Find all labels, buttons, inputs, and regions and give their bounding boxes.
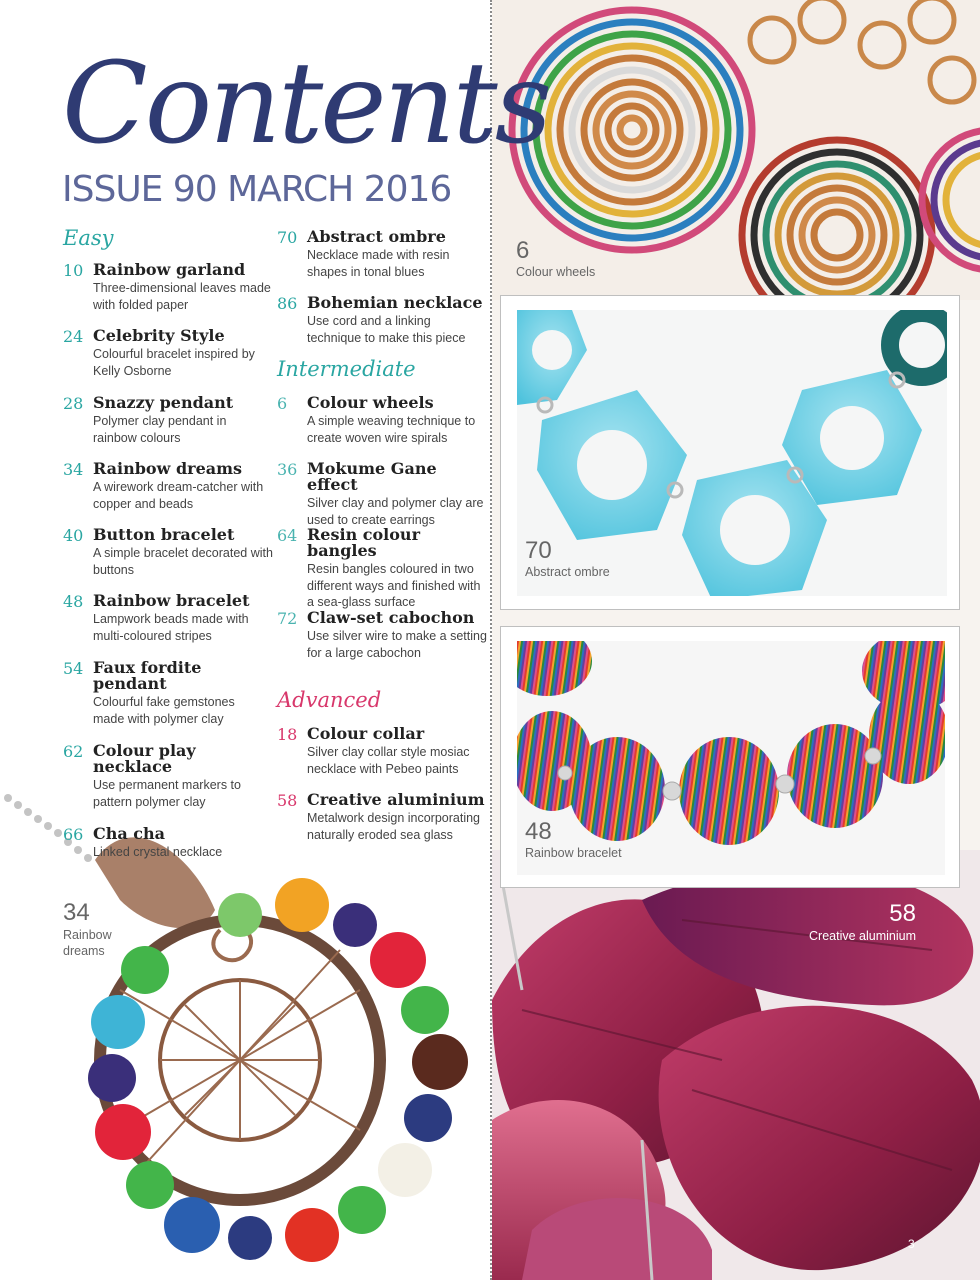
section-heading-easy: Easy [63, 226, 114, 250]
photo-caption: Creative aluminium [809, 929, 916, 943]
entry-description: Colourful fake gemstones made with polymer clay [93, 695, 235, 726]
entry-title: Snazzy pendant [93, 393, 234, 412]
entry-description: Use cord and a linking technique to make this piece [307, 314, 466, 345]
entry-page-number: 86 [277, 294, 298, 313]
entry-page-number: 48 [63, 592, 84, 611]
abstract-ombre-photo [517, 310, 947, 596]
entry-description: Necklace made with resin shapes in tonal blues [307, 248, 450, 279]
entry-title: Claw-set cabochon [307, 608, 475, 627]
entry-title: Celebrity Style [93, 326, 225, 345]
contents-entry[interactable] [63, 743, 263, 810]
entry-title: Bohemian necklace [307, 293, 483, 312]
entry-description: A simple weaving technique to create woven wire spirals [307, 414, 476, 445]
photo-page-number: 6 [516, 237, 530, 264]
photo-caption: Abstract ombre [525, 565, 610, 579]
entry-page-number: 58 [277, 791, 298, 810]
photo-caption: Rainbow dreams [63, 928, 112, 958]
contents-entry[interactable] [63, 262, 273, 313]
entry-title: Rainbow bracelet [93, 591, 250, 610]
entry-title: Abstract ombre [307, 227, 446, 246]
contents-entry[interactable] [63, 395, 273, 446]
entry-description: Metalwork design incorporating naturally eroded sea glass [307, 811, 481, 842]
entry-title: Rainbow garland [93, 260, 246, 279]
contents-entry[interactable] [63, 328, 273, 379]
entry-page-number: 62 [63, 742, 84, 761]
entry-page-number: 54 [63, 659, 84, 678]
entry-description: Silver clay and polymer clay are used to create earrings [307, 496, 484, 527]
contents-entry[interactable] [277, 527, 487, 611]
entry-description: Three-dimensional leaves made with folded paper [93, 281, 271, 312]
column-divider [490, 0, 492, 1280]
entry-page-number: 10 [63, 261, 84, 280]
entry-title: Button bracelet [93, 525, 235, 544]
resin-necklace-image [517, 310, 947, 596]
entry-page-number: 40 [63, 526, 84, 545]
entry-description: A wirework dream-catcher with copper and beads [93, 480, 264, 511]
entry-title: Mokume Gane effect [307, 459, 437, 494]
entry-description: Use permanent markers to pattern polymer clay [93, 778, 241, 809]
contents-entry[interactable] [63, 593, 273, 644]
entry-page-number: 66 [63, 825, 84, 844]
striped-bead-bracelet-image [517, 641, 945, 875]
page-title: Contents [62, 39, 550, 169]
entry-page-number: 28 [63, 394, 84, 413]
contents-entry[interactable] [63, 527, 273, 578]
entry-page-number: 70 [277, 228, 298, 247]
entry-description: Linked crystal necklace [93, 845, 223, 859]
entry-page-number: 18 [277, 725, 298, 744]
contents-entry[interactable] [63, 461, 273, 512]
issue-subtitle: ISSUE 90 MARCH 2016 [62, 169, 452, 210]
entry-title: Cha cha [93, 824, 166, 843]
entry-title: Faux fordite pendant [93, 658, 202, 693]
entry-title: Colour wheels [307, 393, 434, 412]
contents-entry[interactable] [277, 792, 487, 843]
contents-entry[interactable] [63, 660, 263, 727]
entry-title: Colour play necklace [93, 741, 196, 776]
photo-caption: Rainbow bracelet [525, 846, 622, 860]
entry-page-number: 64 [277, 526, 298, 545]
entry-description: Silver clay collar style mosiac necklace with Pebeo paints [307, 745, 470, 776]
entry-page-number: 6 [277, 394, 288, 413]
photo-page-number: 58 [889, 900, 916, 927]
entry-title: Rainbow dreams [93, 459, 243, 478]
entry-description: Polymer clay pendant in rainbow colours [93, 414, 227, 445]
contents-entry[interactable] [277, 461, 487, 528]
entry-page-number: 72 [277, 609, 298, 628]
photo-page-number: 34 [63, 899, 90, 926]
entry-description: Lampwork beads made with multi-coloured stripes [93, 612, 249, 643]
entry-description: Resin bangles coloured in two different ways and finished with a sea-glass surface [307, 562, 481, 609]
photo-page-number: 70 [525, 537, 552, 564]
entry-title: Colour collar [307, 724, 425, 743]
entry-title: Creative aluminium [307, 790, 485, 809]
section-heading-advanced: Advanced [277, 688, 382, 712]
contents-entry[interactable] [277, 610, 487, 661]
photo-frame-abstract-ombre [500, 295, 960, 610]
photo-caption: Colour wheels [516, 265, 596, 279]
entry-description: A simple bracelet decorated with buttons [93, 546, 273, 577]
entry-page-number: 34 [63, 460, 84, 479]
contents-entry[interactable] [277, 395, 487, 446]
section-heading-intermediate: Intermediate [277, 357, 416, 381]
contents-entry[interactable] [277, 295, 487, 346]
entry-page-number: 24 [63, 327, 84, 346]
entry-page-number: 36 [277, 460, 298, 479]
rainbow-bracelet-photo [517, 641, 945, 875]
photo-page-number: 48 [525, 818, 552, 845]
entry-description: Use silver wire to make a setting for a large cabochon [307, 629, 487, 660]
contents-entry[interactable] [277, 726, 487, 777]
entry-description: Colourful bracelet inspired by Kelly Osborne [93, 347, 255, 378]
contents-entry[interactable] [277, 229, 487, 280]
entry-title: Resin colour bangles [307, 525, 420, 560]
contents-entry[interactable] [63, 826, 273, 861]
page-number: 3 [908, 1237, 915, 1251]
